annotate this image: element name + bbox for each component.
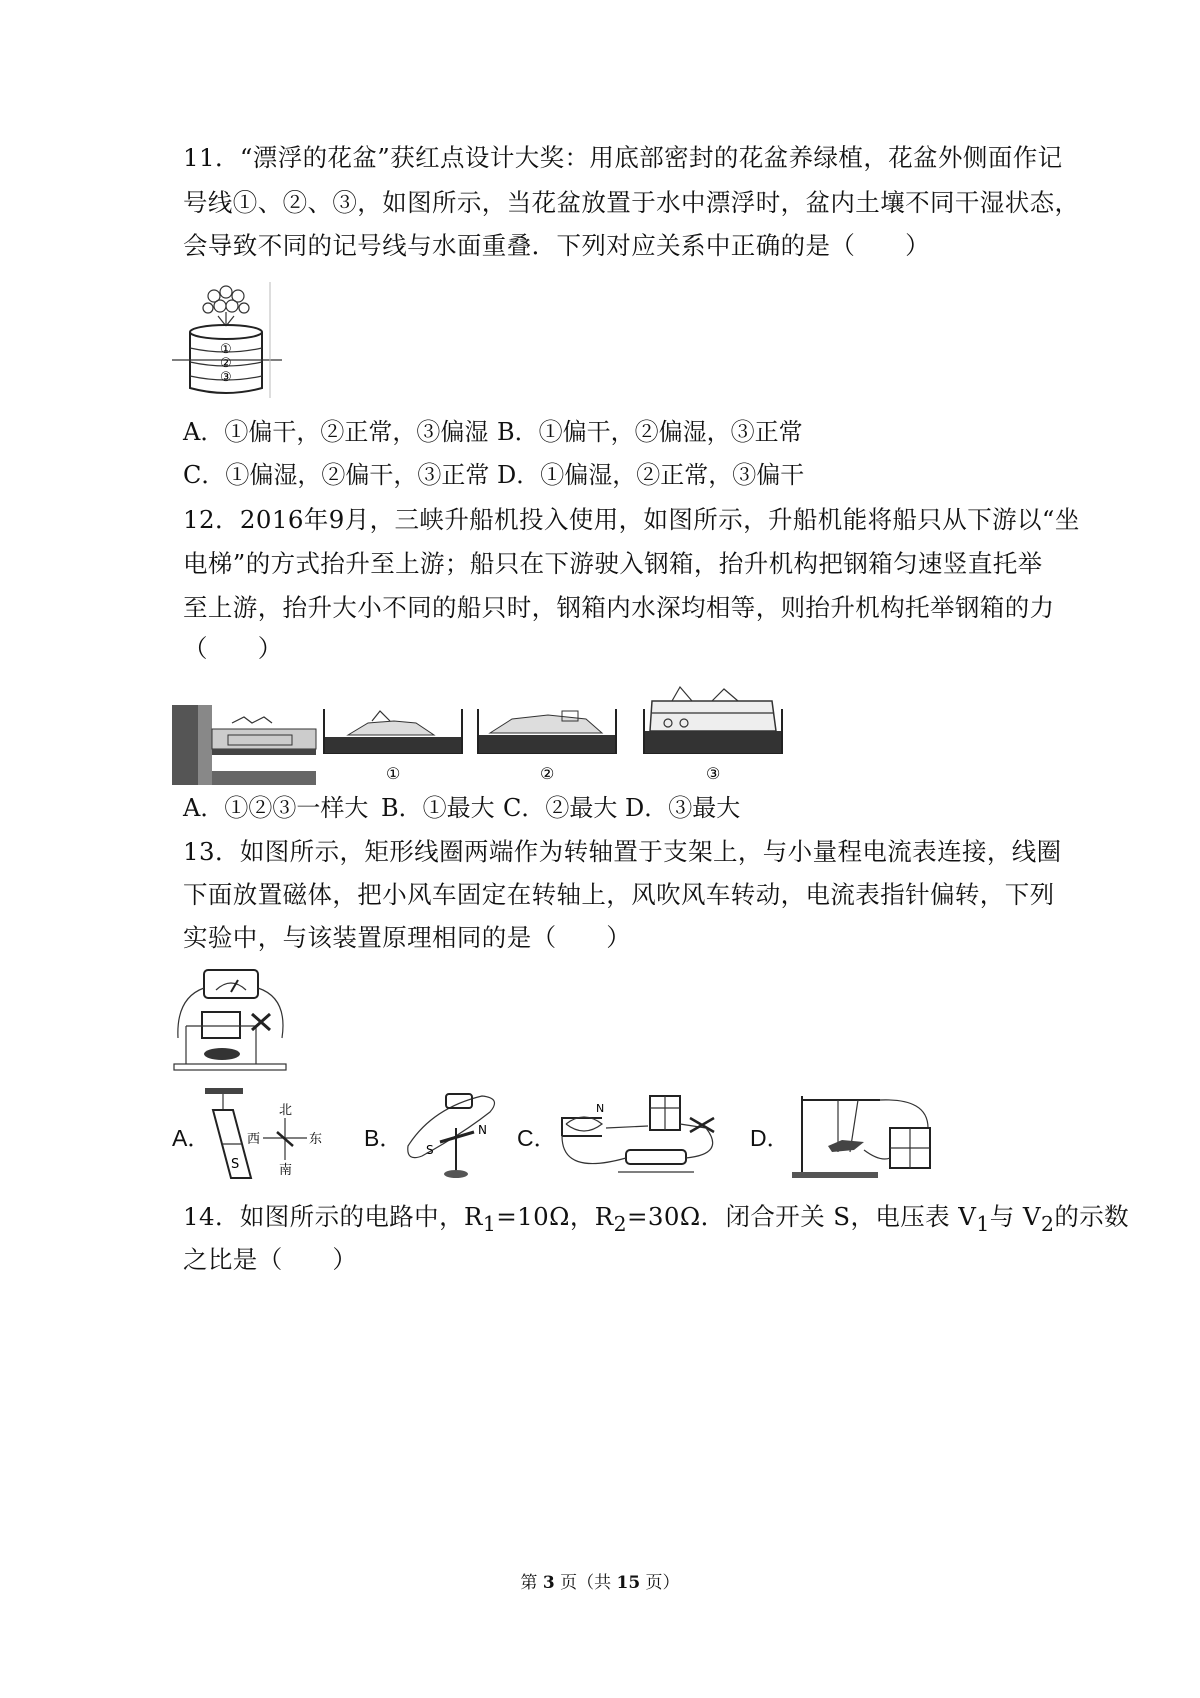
option-b-letter[interactable]: B． xyxy=(364,1125,403,1151)
mark-3: ③ xyxy=(220,370,232,385)
south-label: 南 xyxy=(279,1163,293,1178)
s-pole-label: S xyxy=(231,1157,240,1172)
generator-apparatus-figure xyxy=(172,968,292,1072)
mark-2: ② xyxy=(220,356,232,371)
east-label: 东 xyxy=(309,1132,323,1147)
option-b[interactable]: B．①偏干，②偏湿，③正常 xyxy=(497,418,803,446)
option-d-letter[interactable]: D． xyxy=(750,1125,790,1151)
question-text-line: 至上游，抬升大小不同的船只时，钢箱内水深均相等，则抬升机构托举钢箱的力 xyxy=(183,593,1055,622)
question-text-line: 13．如图所示，矩形线圈两端作为转轴置于支架上，与小量程电流表连接，线圈 xyxy=(183,837,1062,866)
mark-1: ① xyxy=(220,342,232,357)
question-text-line: 号线①、②、③，如图所示，当花盆放置于水中漂浮时，盆内土壤不同干湿状态， xyxy=(183,188,1080,217)
svg-text:S: S xyxy=(426,1143,434,1157)
option-c[interactable]: C．②最大 xyxy=(503,794,618,822)
option-c-motor-figure[interactable] xyxy=(556,1088,728,1184)
option-d[interactable]: D．①偏湿，②正常，③偏干 xyxy=(497,461,805,489)
total-page-count: 15 xyxy=(616,1573,641,1593)
footer-prefix: 第 xyxy=(520,1573,543,1593)
option-c-letter[interactable]: C． xyxy=(517,1125,557,1151)
ship-lift-figure xyxy=(172,683,812,788)
option-d[interactable]: D．③最大 xyxy=(625,794,741,822)
question-text-line: 之比是（ ） xyxy=(183,1245,358,1274)
options-row-1 xyxy=(183,417,803,447)
question-text-line: 14．如图所示的电路中，$R_1=10\Omega$，$R_2=30\Omega$．闭合开关 S，电压表 $V_1$与 $V_2$的示数 xyxy=(183,1202,1130,1236)
west-label: 西 xyxy=(247,1132,261,1147)
option-a-letter[interactable]: A． xyxy=(172,1125,211,1151)
footer-middle: 页（共 xyxy=(554,1573,617,1593)
option-d-induction-figure[interactable] xyxy=(788,1088,938,1184)
option-a[interactable]: A．①②③一样大 xyxy=(183,794,369,822)
footer-suffix: 页） xyxy=(640,1573,680,1593)
flower-icon xyxy=(203,286,249,326)
tank-label-3: ③ xyxy=(706,764,721,783)
question-text-line: 12．2016年9月，三峡升船机投入使用，如图所示，升船机能将船只从下游以“坐 xyxy=(183,505,1080,534)
option-b-solenoid-figure[interactable] xyxy=(402,1088,506,1184)
options-row xyxy=(183,793,740,823)
option-c[interactable]: C．①偏湿，②偏干，③正常 xyxy=(183,461,490,489)
question-text-line: 会导致不同的记号线与水面重叠．下列对应关系中正确的是（ ） xyxy=(183,231,930,260)
option-b[interactable]: B．①最大 xyxy=(381,794,495,822)
current-page-number: 3 xyxy=(542,1573,555,1593)
flower-pot-figure xyxy=(172,282,282,402)
question-text-line: 11．“漂浮的花盆”获红点设计大奖：用底部密封的花盆养绿植，花盆外侧面作记 xyxy=(183,143,1063,172)
question-text-line: 实验中，与该装置原理相同的是（ ） xyxy=(183,923,632,952)
north-label: 北 xyxy=(279,1103,293,1118)
option-a-compass-magnet-figure[interactable] xyxy=(205,1088,323,1184)
option-a[interactable]: A．①偏干，②正常，③偏湿 xyxy=(183,418,489,446)
tank-label-1: ① xyxy=(386,764,401,783)
svg-text:N: N xyxy=(478,1123,487,1137)
svg-text:N: N xyxy=(596,1102,605,1115)
question-text-line: 下面放置磁体，把小风车固定在转轴上，风吹风车转动，电流表指针偏转，下列 xyxy=(183,880,1055,909)
tank-label-2: ② xyxy=(540,764,555,783)
question-text-line: 电梯”的方式抬升至上游；船只在下游驶入钢箱，抬升机构把钢箱匀速竖直托举 xyxy=(183,549,1043,578)
page-footer xyxy=(0,1572,1200,1594)
options-row-2 xyxy=(183,460,804,490)
question-text-line: （ ） xyxy=(183,634,283,663)
